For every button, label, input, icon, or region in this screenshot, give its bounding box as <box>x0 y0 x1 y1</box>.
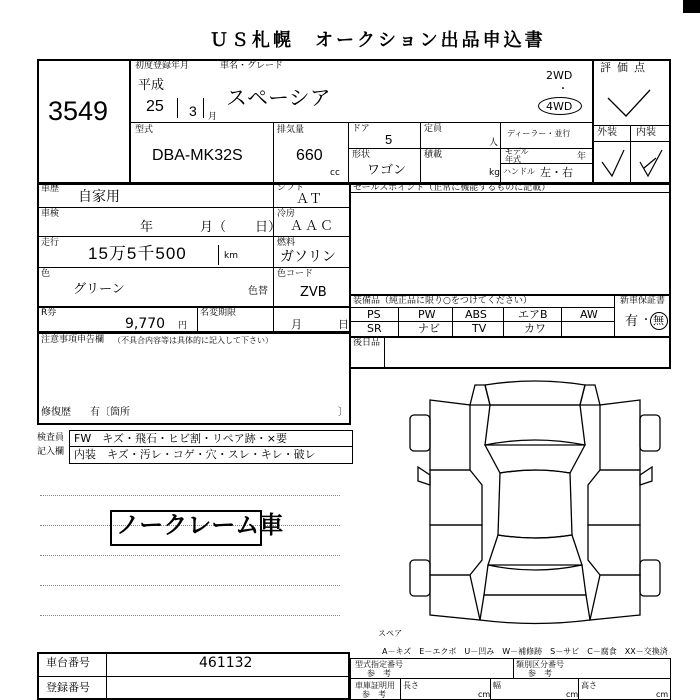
equip-pw: PW <box>418 308 436 321</box>
model-value: DBA-MK32S <box>152 147 243 164</box>
fuel-value: ガソリン <box>280 249 336 265</box>
model-year-label1: モデル <box>505 147 529 156</box>
equip-abs: ABS <box>465 308 487 321</box>
chassis-value: 461132 <box>199 655 253 671</box>
name-change-day: 日 <box>338 318 349 331</box>
shift-label: シフト <box>277 183 305 193</box>
interior-mark-icon <box>634 146 666 182</box>
color-code: ZVB <box>300 285 327 300</box>
reg-year: 25 <box>146 98 164 115</box>
doors-value: 5 <box>385 132 393 147</box>
car-diagram <box>390 375 680 635</box>
model-year-unit: 年 <box>577 152 587 162</box>
lot-number: 3549 <box>48 96 109 126</box>
shape-value: ワゴン <box>367 162 407 177</box>
warranty-yes: 有 <box>625 314 639 329</box>
aftermarket-label: 後日品 <box>353 338 381 348</box>
shift-value: ＡＴ <box>296 192 323 207</box>
class-num-ref: 参 考 <box>528 669 552 678</box>
load-label: 積載 <box>424 150 443 160</box>
equipment-label: 装備品（純正品に限り○をつけてください） <box>353 296 532 306</box>
reg-month-unit: 月 <box>208 112 218 122</box>
car-reg-label: 車庫証明用 <box>355 681 395 690</box>
type-num-ref: 参 考 <box>367 669 391 678</box>
exterior-label: 外装 <box>597 127 617 138</box>
form-title: ＵＳ札幌 オークション出品申込書 <box>210 30 546 51</box>
shape-label: 形状 <box>352 150 371 160</box>
era: 平成 <box>138 78 165 93</box>
equip-airbag: エアB <box>518 308 548 321</box>
length-unit: cm <box>478 690 491 699</box>
history-value: 自家用 <box>78 189 120 205</box>
width-label: 幅 <box>493 681 501 690</box>
equip-navi: ナビ <box>418 322 440 335</box>
car-reg-ref: 参 考 <box>362 690 386 699</box>
car-name-label: 車名・グレード <box>220 61 284 71</box>
exterior-mark-icon <box>596 146 628 182</box>
class-num-label: 類別区分番号 <box>516 660 564 669</box>
warranty-label: 新車保証書 <box>620 296 666 306</box>
chassis-label: 車台番号 <box>46 656 90 669</box>
rating-slash-icon <box>600 88 660 122</box>
reg-month: 3 <box>189 103 197 119</box>
equip-leather: カワ <box>524 322 546 335</box>
inspector-interior: 内装 キズ・汚レ・コゲ・穴・スレ・キレ・破レ <box>74 448 316 461</box>
reg-label: 登録番号 <box>46 681 90 694</box>
mileage-label: 走行 <box>41 238 60 248</box>
equip-tv: TV <box>472 322 487 335</box>
inspection-day: 日） <box>255 220 282 235</box>
drive-4wd: 4WD <box>546 100 573 113</box>
sales-point-label: セールスポイント（正常に機能するものに記載） <box>353 183 551 193</box>
first-registration-label: 初度登録年月 <box>135 61 190 71</box>
equip-aw: AW <box>580 308 598 321</box>
handle-label: ハンドル <box>503 167 535 176</box>
inspector-label1: 検査員 <box>37 433 65 443</box>
mileage-value: 15万5千500 <box>88 244 187 263</box>
inspection-month: 月（ <box>200 220 227 235</box>
repair-value: 有〔箇所 <box>90 407 130 418</box>
model-label: 型式 <box>135 125 154 135</box>
mileage-unit: km <box>224 251 238 261</box>
color-value: グリーン <box>73 282 125 297</box>
equip-sr: SR <box>367 322 382 335</box>
color-change-label: 色替 <box>248 286 268 297</box>
spare-label: スペア <box>378 629 402 638</box>
notes-box <box>37 332 351 425</box>
notes-label: 注意事項申告欄 <box>41 335 105 345</box>
fuel-label: 燃料 <box>277 238 296 248</box>
damage-legend: A－キズ E－エクボ U－凹み W－補修跡 S－サビ C－腐食 XX－交換済 <box>382 647 668 656</box>
height-label: 高さ <box>581 681 597 690</box>
type-num-label: 型式指定番号 <box>355 660 403 669</box>
equip-ps: PS <box>367 308 381 321</box>
name-change-label: 名変期限 <box>200 308 237 318</box>
capacity-label: 定員 <box>424 124 443 134</box>
right-box <box>349 182 671 369</box>
interior-label: 内装 <box>636 127 656 138</box>
color-code-label: 色コード <box>277 269 314 279</box>
inspection-year: 年 <box>140 220 154 235</box>
ac-value: ＡＡＣ <box>290 219 336 234</box>
engine-value: 660 <box>296 147 323 164</box>
inspection-label: 車検 <box>41 209 60 219</box>
notes-sub: （不具合内容等は具体的に記入して下さい） <box>113 336 273 345</box>
recycle-unit: 円 <box>178 321 188 331</box>
repair-label: 修復歴 <box>41 407 71 418</box>
width-unit: cm <box>566 690 579 699</box>
recycle-value: 9,770 <box>125 316 166 332</box>
warranty-no: 無 <box>653 314 664 327</box>
recycle-label: R券 <box>41 308 57 318</box>
ac-label: 冷房 <box>277 209 296 219</box>
load-unit: kg <box>489 168 500 178</box>
corner-mark <box>683 0 700 13</box>
inspector-label2: 記入欄 <box>37 447 65 457</box>
repair-close: 〕 <box>338 407 348 418</box>
doors-label: ドア <box>352 124 370 134</box>
dealer-label: ディーラー・並行 <box>507 129 571 138</box>
inspector-fw: FW キズ・飛石・ヒビ割・リペア跡・×要 <box>74 432 287 445</box>
handle-value: 左・右 <box>540 166 573 179</box>
capacity-unit: 人 <box>489 138 499 148</box>
history-label: 車歴 <box>41 184 60 194</box>
stamp-text: ノークレーム車 <box>116 512 284 539</box>
length-label: 長さ <box>403 681 419 690</box>
height-unit: cm <box>656 690 669 699</box>
name-change-month: 月 <box>291 318 302 331</box>
model-year-label2: 年式 <box>505 155 521 164</box>
color-label: 色 <box>41 269 51 279</box>
car-name: スペーシア <box>226 87 331 110</box>
drive-sep: ・ <box>558 84 568 95</box>
rating-label: 評価点 <box>600 61 651 74</box>
engine-unit: cc <box>330 168 340 178</box>
drive-2wd: 2WD <box>546 69 573 82</box>
engine-label: 排気量 <box>277 125 305 135</box>
